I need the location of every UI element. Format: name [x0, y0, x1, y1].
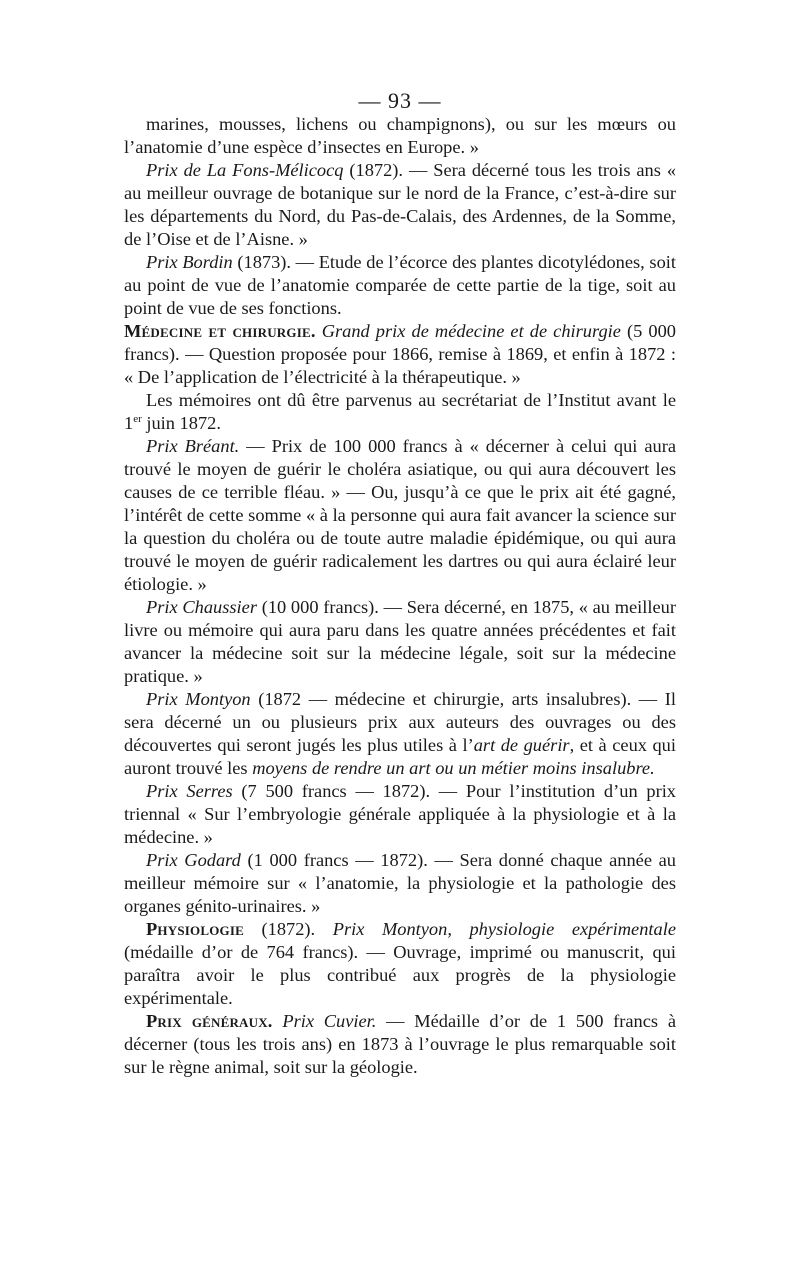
paragraph — [124, 113, 676, 159]
italic-text: Prix Serres — [146, 781, 233, 801]
text-run: (10 000 francs). — Sera décerné, en 1875, « au meilleur livre ou mémoire qui aura paru dans les quatre années précédentes et fait avancer la médecine soit sur la médecine légale, soit sur la médecine pratique. » — [124, 597, 676, 686]
text-run: (1873). — Etude de l’écorce des plantes dicotylédones, soit au point de vue de l’anatomie comparée de cette partie de la tige, soit au point de vue de ses fonctions. — [124, 252, 676, 318]
paragraph — [124, 389, 676, 435]
italic-text: Prix Bréant. — [146, 436, 240, 456]
text-run: (7 500 francs — 1872). — Pour l’institution d’un prix triennal « Sur l’embryologie générale appliquée à la physiologie et à la médecine. » — [124, 781, 676, 847]
body-text — [124, 113, 676, 1079]
paragraph — [124, 596, 676, 688]
paragraph — [124, 320, 676, 389]
italic-text: Grand prix de médecine et de chirurgie — [321, 321, 621, 341]
paragraph — [124, 849, 676, 918]
italic-text: Prix Montyon, physiologie expérimentale — [332, 919, 676, 939]
text-run: (1872). — Sera décerné tous les trois ans « au meilleur ouvrage de botanique sur le nord de la France, c’est-à-dire sur les départements du Nord, du Pas-de-Calais, des Ardennes, de la Somme, de l’Oise et de l’Aisne. » — [124, 160, 677, 249]
italic-text: Prix Bordin — [146, 252, 233, 272]
text-run: (1872 — médecine et chirurgie, arts insalubres). — Il sera décerné un ou plusieurs prix aux auteurs des ouvrages ou des découvertes qui seront jugés les plus utiles à l’ — [124, 689, 676, 755]
text-run: (1 000 francs — 1872). — Sera donné chaque année au meilleur mémoire sur « l’anatomie, la physiologie et la pathologie des organes génito-urinaires. » — [124, 850, 676, 916]
italic-text: Prix Chaussier — [146, 597, 257, 617]
italic-text: moyens de rendre un art ou un métier moins insalubre. — [252, 758, 655, 778]
text-run: (médaille d’or de 764 francs). — Ouvrage, imprimé ou manuscrit, qui paraîtra avoir le plus contribué aux progrès de la physiologie expérimentale. — [124, 942, 676, 1008]
italic-text: Prix de La Fons-Mélicocq — [146, 160, 344, 180]
page-number: — 93 — — [358, 88, 442, 113]
italic-text: Prix Godard — [146, 850, 241, 870]
paragraph — [124, 918, 676, 1010]
paragraph — [124, 688, 676, 780]
text-run: marines, mousses, lichens ou champignons), ou sur les mœurs ou l’anatomie d’une espèce d’insectes en Europe. » — [124, 114, 676, 157]
italic-text: Prix Montyon — [146, 689, 251, 709]
paragraph — [124, 251, 676, 320]
text-run — [273, 1011, 283, 1031]
text-run: — Prix de 100 000 francs à « décerner à celui qui aura trouvé le moyen de guérir le choléra asiatique, ou qui aura découvert les causes de ce terrible fléau. » — Ou, jusqu’à ce que le prix ait été gagné, l’intérêt de cette somme « à la personne qui aura fait avancer la science sur la question du choléra ou de toute autre maladie épidémique, ou qui aura trouvé le moyen de guérir radicalement les dartres ou qui aura éclairé leur étiologie. » — [124, 436, 676, 594]
italic-text: Prix Cuvier. — [282, 1011, 377, 1031]
paragraph — [124, 780, 676, 849]
text-run: (1872). — [243, 919, 333, 939]
section-heading: Physiologie — [146, 919, 244, 939]
paragraph — [124, 159, 676, 251]
paragraph — [124, 1010, 676, 1079]
text-run: juin 1872. — [141, 413, 221, 433]
text-run: er — [133, 412, 142, 425]
text-run: (5 000 francs). — Question proposée pour 1866, remise à 1869, et enfin à 1872 : « De l’application de l’électricité à la thérapeutique. » — [124, 321, 676, 387]
text-run: — Médaille d’or de 1 500 francs à décerner (tous les trois ans) en 1873 à l’ouvrage le plus remarquable soit sur le règne animal, soit sur la géologie. — [124, 1011, 676, 1077]
text-run: , et à ceux qui auront trouvé les — [124, 735, 676, 778]
text-run: Les mémoires ont dû être parvenus au secrétariat de l’Institut avant le 1 — [124, 390, 676, 433]
paragraph — [124, 435, 676, 596]
section-heading: Médecine et chirurgie. — [124, 321, 316, 341]
italic-text: art de guérir — [473, 735, 570, 755]
section-heading: Prix généraux. — [146, 1011, 273, 1031]
